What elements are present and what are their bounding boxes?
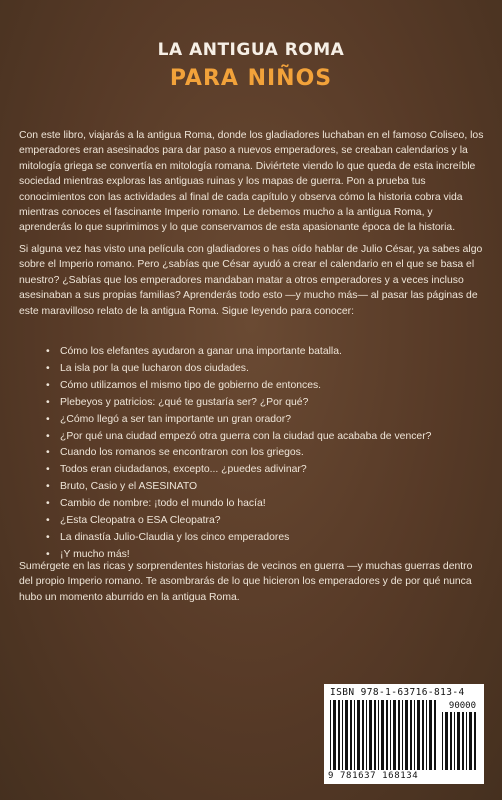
barcode-stripe	[333, 700, 336, 770]
barcode-stripe	[429, 700, 432, 770]
barcode-stripe	[442, 712, 443, 770]
barcode-stripe	[374, 700, 376, 770]
barcode-stripe	[402, 700, 403, 770]
second-paragraph: Si alguna vez has visto una película con gladiadores o has oído hablar de Julio César, ya sabes algo sobre el Imperio romano. Pero ¿sabías que César ayudó a crear el calendario en el que se basa el nuestro? ¿Sabías que los emperadores mandaban matar a otros emperadores y a veces incluso asesinaban a sus propias familias? Aprenderás todo esto —y mucho más— al pasar las páginas de este maravilloso relato de la antigua Roma. Sigue leyendo para conocer:	[19, 244, 483, 317]
barcode-stripe	[381, 700, 384, 770]
barcode-stripe	[422, 700, 424, 770]
list-item: • Cómo utilizamos el mismo tipo de gobierno de entonces.	[46, 378, 431, 395]
list-item: • ¿Esta Cleopatra o ESA Cleopatra?	[46, 513, 431, 530]
list-item: • ¿Por qué una ciudad empezó otra guerra con la ciudad que acababa de vencer?	[46, 429, 431, 446]
title-line-2: PARA NIÑOS	[169, 66, 333, 91]
list-item: • Cuando los romanos se encontraron con los griegos.	[46, 445, 431, 462]
barcode-stripe	[469, 712, 472, 770]
barcode-stripe	[466, 712, 467, 770]
barcode-stripe	[330, 700, 331, 770]
barcode-stripe	[393, 700, 396, 770]
barcode-stripe	[462, 712, 464, 770]
list-item: • Cambio de nombre: ¡todo el mundo lo hacía!	[46, 496, 431, 513]
barcode-stripe	[362, 700, 364, 770]
barcode-stripe	[457, 712, 460, 770]
barcode-stripe	[390, 700, 391, 770]
title-block	[0, 0, 502, 91]
barcode-stripe	[386, 700, 388, 770]
list-item: • La isla por la que lucharon dos ciudades.	[46, 361, 431, 378]
barcode-stripe	[426, 700, 427, 770]
list-item: • La dinastía Julio-Claudia y los cinco emperadores	[46, 530, 431, 547]
barcode-stripe	[417, 700, 420, 770]
barcode-stripe	[414, 700, 415, 770]
list-item: • ¡Y mucho más!	[46, 547, 431, 564]
topics-list	[46, 344, 431, 564]
barcode-stripe	[350, 700, 352, 770]
barcode-bars	[330, 700, 438, 770]
barcode-stripe	[338, 700, 340, 770]
barcode-stripe	[434, 700, 436, 770]
barcode-stripe	[410, 700, 412, 770]
barcode-stripe	[474, 712, 476, 770]
barcode-stripe	[398, 700, 400, 770]
barcode-stripe	[378, 700, 379, 770]
intro-paragraph: Con este libro, viajarás a la antigua Roma, donde los gladiadores luchaban en el famoso Coliseo, los emperadores eran asesinados para dar paso a nuevos emperadores, se creaban calendarios y la mitología griega se convertía en mitología romana. Diviértete viendo lo que queda de esta increíble sociedad mientras exploras las antiguas ruinas y los mapas de guerra. Pon a prueba tus conocimientos con las actividades al final de cada capítulo y observa cómo la historia cobra vida mientras conoces el fascinante Imperio romano. Le debemos mucho a la antigua Roma, y aprenderás lo que suprimimos y lo que conservamos de esta apasionante época de la historia.	[19, 130, 484, 234]
price-code: 90000	[448, 701, 476, 711]
list-item: • Plebeyos y patricios: ¿qué te gustaría ser? ¿Por qué?	[46, 395, 431, 412]
barcode-stripe	[450, 712, 452, 770]
barcode	[324, 684, 484, 784]
list-item: • ¿Cómo llegó a ser tan importante un gran orador?	[46, 412, 431, 429]
title-line-1: LA ANTIGUA ROMA	[157, 40, 345, 60]
closing-paragraph: Sumérgete en las ricas y sorprendentes historias de vecinos en guerra —y muchas guerras dentro del propio Imperio romano. Te asombrarás de lo que hicieron los emperadores y de por qué nunca hubo un momento aburrido en la antigua Roma.	[19, 561, 473, 603]
barcode-addon-bars	[442, 712, 478, 770]
barcode-stripe	[369, 700, 372, 770]
list-item: • Bruto, Casio y el ASESINATO	[46, 479, 431, 496]
barcode-stripe	[366, 700, 367, 770]
barcode-stripe	[345, 700, 348, 770]
isbn-label: ISBN 978-1-63716-813-4	[330, 687, 465, 698]
barcode-stripe	[445, 712, 448, 770]
barcode-stripe	[454, 712, 455, 770]
barcode-stripe	[357, 700, 360, 770]
barcode-stripe	[405, 700, 408, 770]
barcode-number: 9 781637 168134	[328, 771, 419, 781]
barcode-stripe	[342, 700, 343, 770]
barcode-stripe	[354, 700, 355, 770]
list-item: • Cómo los elefantes ayudaron a ganar una importante batalla.	[46, 344, 431, 361]
list-item: • Todos eran ciudadanos, excepto... ¿puedes adivinar?	[46, 462, 431, 479]
